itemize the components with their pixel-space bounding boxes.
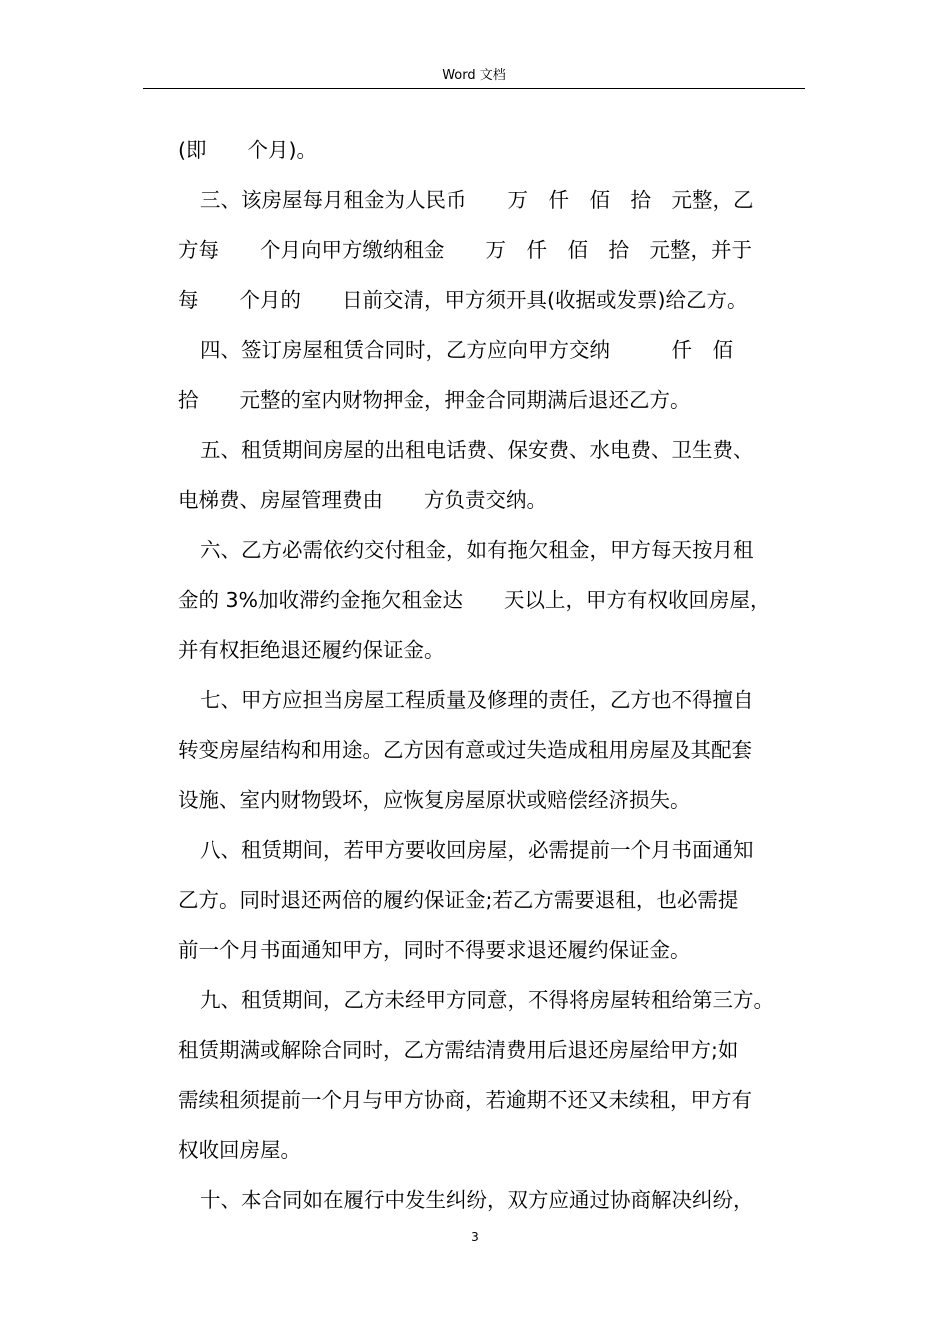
text-line: 乙方。同时退还两倍的履约保证金;若乙方需要退租，也必需提 [178, 888, 739, 912]
text-line: 权收回房屋。 [178, 1138, 301, 1162]
clause-4-line: 四、签订房屋租赁合同时，乙方应向甲方交纳 仟 佰 [200, 338, 733, 362]
text-line: 方每 个月向甲方缴纳租金 万 仟 佰 拾 元整，并于 [178, 238, 752, 262]
page-number: 3 [471, 1230, 479, 1244]
clause-7-line: 七、甲方应担当房屋工程质量及修理的责任，乙方也不得擅自 [200, 688, 754, 712]
text-line: 前一个月书面通知甲方，同时不得要求退还履约保证金。 [178, 938, 691, 962]
text-line: 设施、室内财物毁坏，应恢复房屋原状或赔偿经济损失。 [178, 788, 691, 812]
text-line: (即 个月)。 [178, 138, 317, 162]
text-line: 拾 元整的室内财物押金，押金合同期满后退还乙方。 [178, 388, 691, 412]
text-line: 并有权拒绝退还履约保证金。 [178, 638, 445, 662]
header-divider [143, 88, 805, 89]
text-line: 租赁期满或解除合同时，乙方需结清费用后退还房屋给甲方;如 [178, 1038, 739, 1062]
text-line: 电梯费、房屋管理费由 方负责交纳。 [178, 488, 547, 512]
clause-9-line: 九、租赁期间，乙方未经甲方同意，不得将房屋转租给第三方。 [200, 988, 774, 1012]
page-header-title: Word 文档 [442, 68, 506, 83]
clause-8-line: 八、租赁期间，若甲方要收回房屋，必需提前一个月书面通知 [200, 838, 754, 862]
text-line: 需续租须提前一个月与甲方协商，若逾期不还又未续租，甲方有 [178, 1088, 752, 1112]
clause-5-line: 五、租赁期间房屋的出租电话费、保安费、水电费、卫生费、 [200, 438, 754, 462]
text-line: 金的 3%加收滞约金拖欠租金达 天以上，甲方有权收回房屋， [178, 588, 771, 612]
text-line: 转变房屋结构和用途。乙方因有意或过失造成租用房屋及其配套 [178, 738, 752, 762]
clause-6-line: 六、乙方必需依约交付租金，如有拖欠租金，甲方每天按月租 [200, 538, 754, 562]
clause-10-line: 十、本合同如在履行中发生纠纷，双方应通过协商解决纠纷， [200, 1188, 754, 1212]
text-line: 每 个月的 日前交清，甲方须开具(收据或发票)给乙方。 [178, 288, 748, 312]
clause-3-line: 三、该房屋每月租金为人民币 万 仟 佰 拾 元整，乙 [200, 188, 754, 212]
